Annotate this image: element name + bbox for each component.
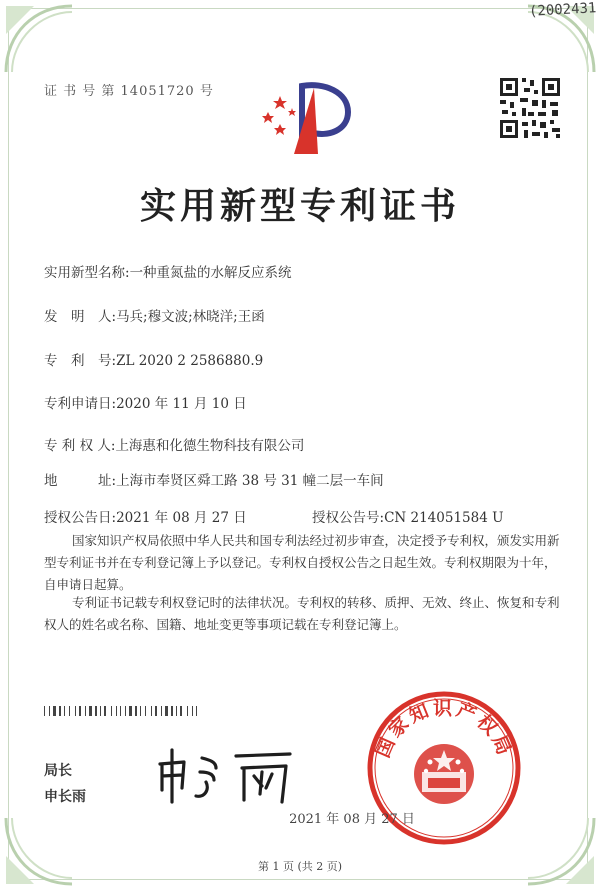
- field-label: 授权公告号:: [312, 510, 385, 526]
- field-value: 2021 年 08 月 27 日: [116, 510, 247, 526]
- field-label: 地 址:: [44, 473, 117, 489]
- field-value: 2020 年 11 月 10 日: [116, 396, 247, 412]
- field-label: 发 明 人:: [44, 309, 117, 325]
- statement-paragraph: 专利证书记载专利权登记时的法律状况。专利权的转移、质押、无效、终止、恢复和专利权人的姓名或名称、国籍、地址变更等事项记载在专利登记簿上。: [44, 595, 560, 632]
- corner-ornament-top-left: [4, 4, 74, 74]
- field-patent-number: [44, 349, 263, 369]
- statement-paragraph: 国家知识产权局依照中华人民共和国专利法经过初步审查，决定授予专利权，颁发实用新型专利证书并在专利登记簿上予以登记。专利权自授权公告之日起生效。专利权期限为十年，自申请日起算。: [44, 533, 560, 592]
- field-address: [44, 469, 384, 489]
- svg-text:国家知识产权局: 国家知识产权局: [371, 697, 517, 761]
- field-value: 上海惠和化德生物科技有限公司: [115, 438, 305, 454]
- certificate-number: 证 书 号 第 14051720 号: [44, 84, 214, 99]
- field-value: ZL 2020 2 2586880.9: [116, 353, 264, 369]
- field-label: 实用新型名称:: [44, 265, 130, 281]
- field-value: CN 214051584 U: [384, 510, 504, 526]
- field-label: 专 利 权 人:: [44, 438, 116, 454]
- field-utility-model-name: [44, 261, 292, 281]
- field-filing-date: [44, 392, 247, 412]
- field-label: 授权公告日:: [44, 510, 117, 526]
- qr-code-icon: [498, 76, 562, 140]
- barcode-strip-icon: [44, 706, 202, 716]
- seal-date: [0, 808, 600, 827]
- field-value: 马兵;穆文波;林晓洋;王函: [116, 309, 265, 325]
- field-label: 专 利 号:: [44, 353, 117, 369]
- handwritten-signature: [150, 738, 310, 808]
- certificate-title: 实用新型专利证书: [139, 185, 460, 227]
- handwritten-note: (2002431: [528, 0, 597, 20]
- field-patentee: [44, 434, 304, 454]
- director-name: 申长雨: [44, 789, 86, 805]
- field-inventor: [44, 305, 265, 325]
- patent-office-logo-icon: [258, 68, 358, 160]
- field-value: 上海市奉贤区舜工路 38 号 31 幢二层一车间: [116, 473, 384, 489]
- field-grant-date: [44, 506, 247, 526]
- field-grant-number: [312, 506, 503, 526]
- page-number: 第 1 页 (共 2 页): [257, 860, 343, 873]
- director-title: 局长: [44, 763, 72, 779]
- seal-date-text: 2021 年 08 月 27 日: [289, 812, 415, 827]
- field-label: 专利申请日:: [44, 396, 117, 412]
- field-value: 一种重氮盐的水解反应系统: [129, 265, 292, 281]
